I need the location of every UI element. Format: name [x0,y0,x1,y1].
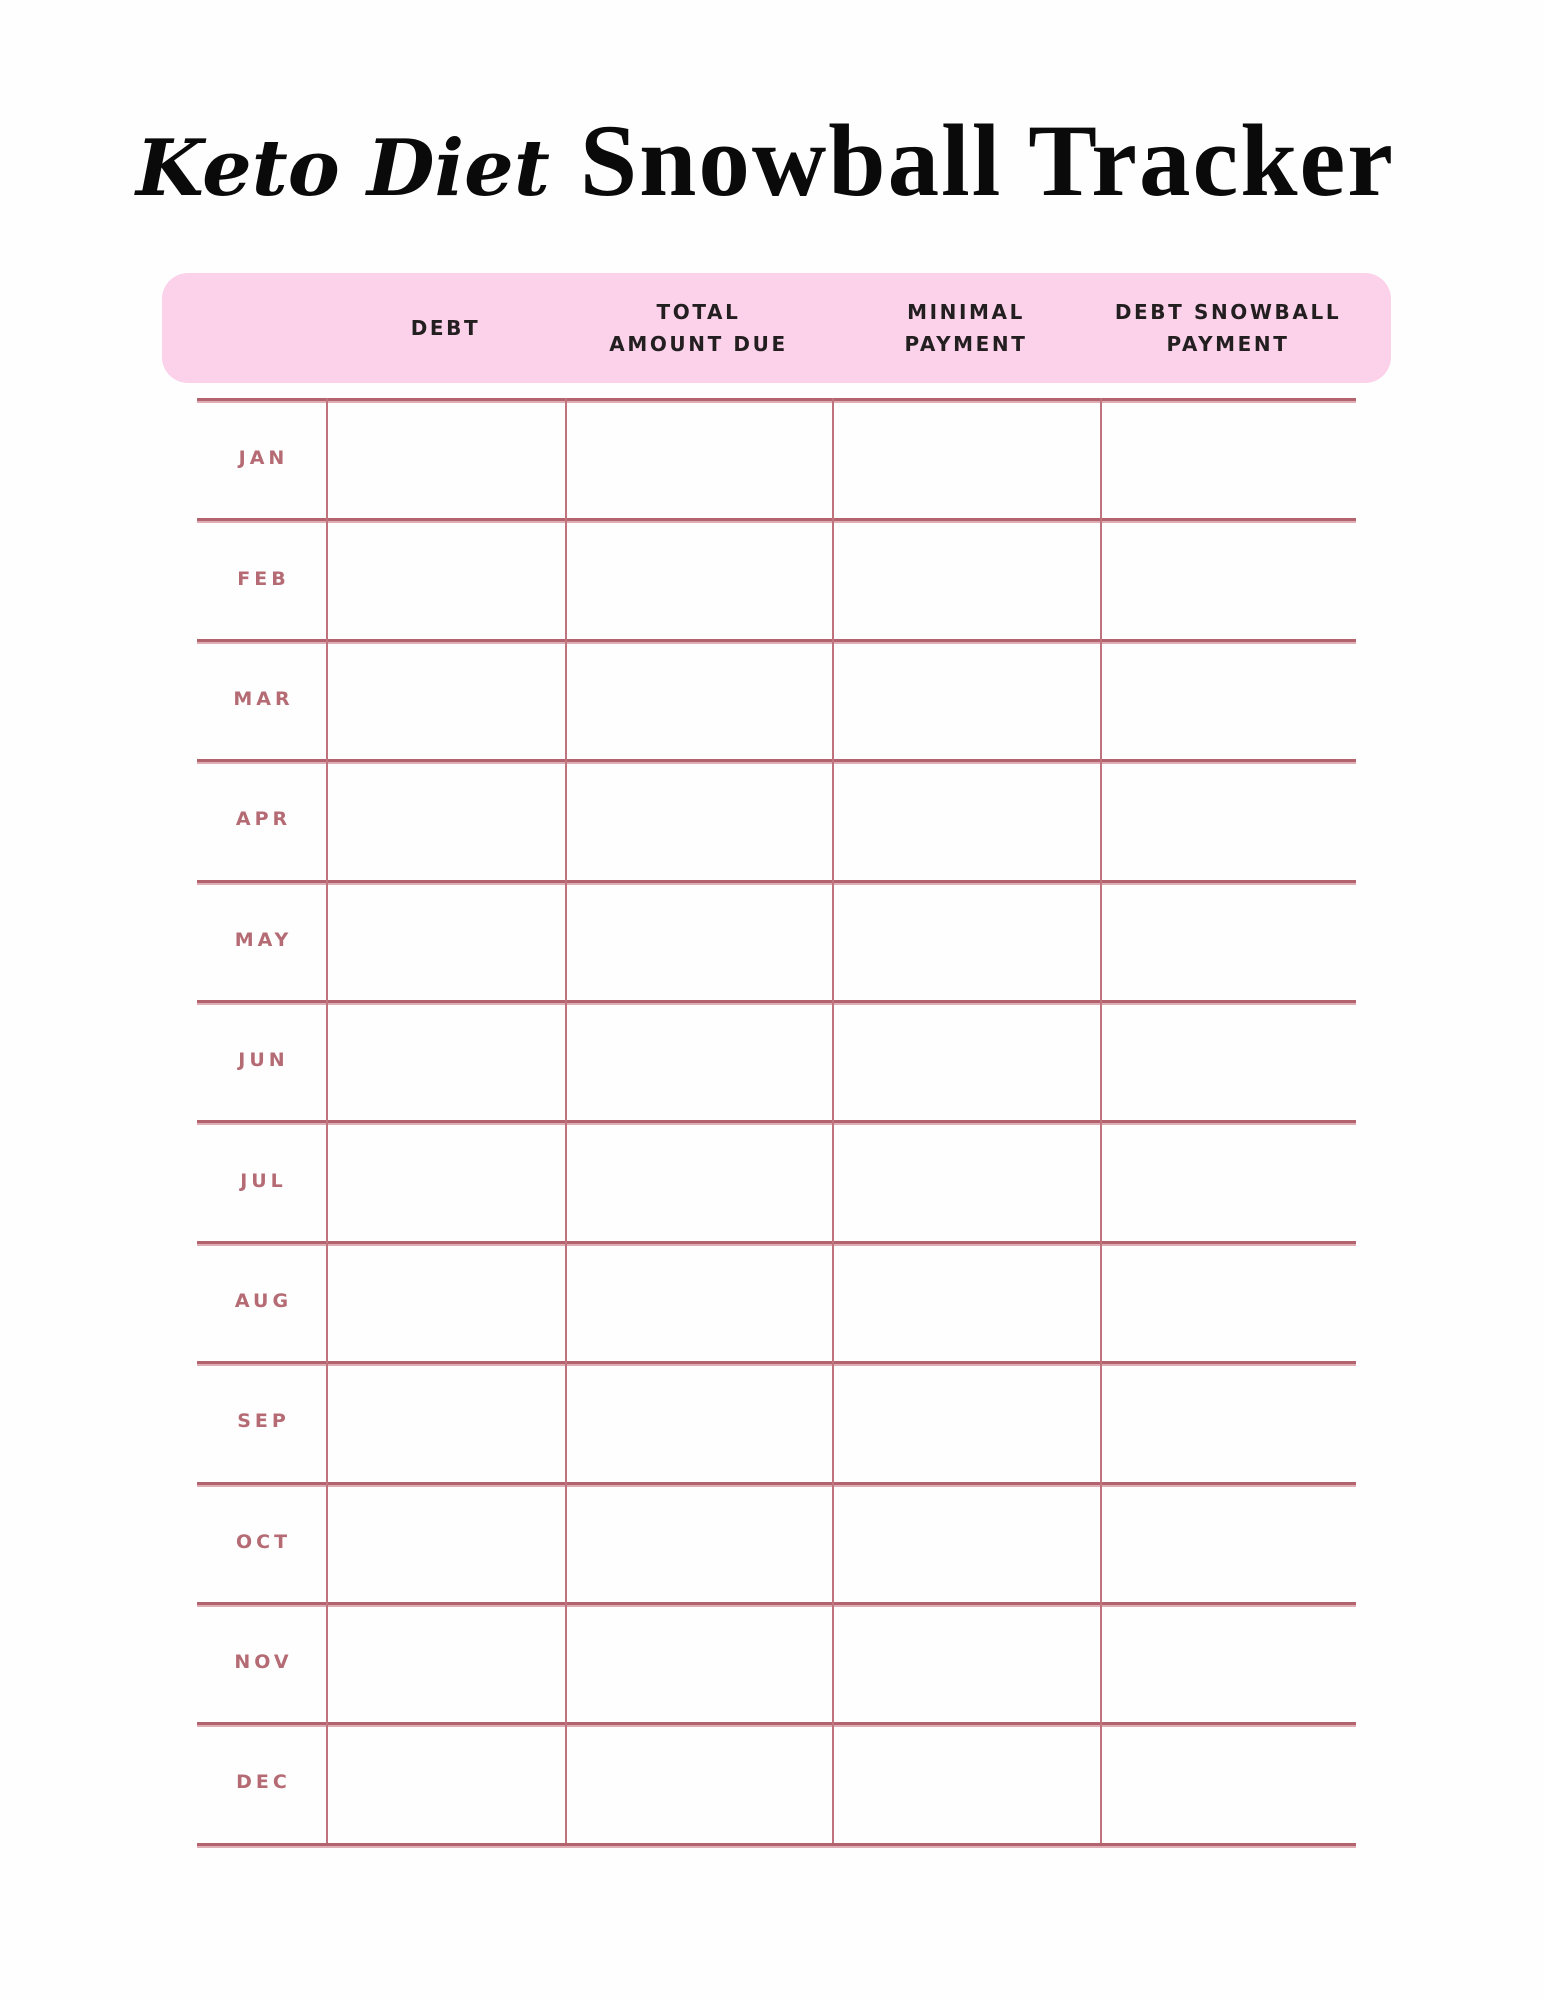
cell-total-amount-due-apr [565,759,832,879]
month-label-feb: FEB [237,567,290,590]
month-label-dec: DEC [236,1771,291,1794]
month-label-apr: APR [235,808,292,831]
cell-debt-snowball-payment-aug [1100,1241,1356,1361]
cell-total-amount-due-jul [565,1120,832,1240]
cell-total-amount-due-mar [565,639,832,759]
cell-debt-aug [326,1241,565,1361]
column-header-label: PAYMENT [1166,332,1290,356]
cell-total-amount-due-jan [565,398,832,518]
column-header-debt-snowball-payment [1100,273,1356,383]
column-header-label: AMOUNT DUE [609,332,788,356]
column-header-label: TOTAL [656,300,741,324]
cell-minimal-payment-jan [832,398,1100,518]
cell-debt-jun [326,1000,565,1120]
cell-debt-snowball-payment-feb [1100,518,1356,638]
cell-debt-apr [326,759,565,879]
row-divider-line [197,1120,1356,1123]
column-divider-line [832,398,834,1843]
cell-minimal-payment-aug [832,1241,1100,1361]
cell-debt-snowball-payment-dec [1100,1722,1356,1842]
row-divider-line [197,398,1356,401]
column-divider-line [326,398,328,1843]
cell-debt-may [326,880,565,1000]
page-title [136,104,1395,218]
cell-minimal-payment-mar [832,639,1100,759]
cell-debt-jul [326,1120,565,1240]
column-header-label: DEBT SNOWBALL [1114,300,1342,324]
month-label-aug: AUG [234,1289,293,1312]
title-main-part: Snowball Tracker [579,104,1395,218]
cell-debt-snowball-payment-jun [1100,1000,1356,1120]
cell-total-amount-due-dec [565,1722,832,1842]
column-divider-line [1100,398,1102,1843]
cell-debt-snowball-payment-sep [1100,1361,1356,1481]
cell-debt-nov [326,1602,565,1722]
row-divider-line [197,1241,1356,1244]
cell-total-amount-due-may [565,880,832,1000]
month-label-nov: NOV [234,1651,293,1674]
cell-minimal-payment-feb [832,518,1100,638]
column-header-minimal-payment [832,273,1100,383]
cell-minimal-payment-dec [832,1722,1100,1842]
cell-debt-sep [326,1361,565,1481]
cell-debt-snowball-payment-mar [1100,639,1356,759]
row-divider-line [197,1722,1356,1725]
month-label-jan: JAN [238,447,289,470]
cell-total-amount-due-jun [565,1000,832,1120]
row-divider-line [197,759,1356,762]
cell-debt-snowball-payment-oct [1100,1482,1356,1602]
title-script-part: Keto Diet [136,123,550,214]
cell-debt-snowball-payment-apr [1100,759,1356,879]
cell-minimal-payment-jul [832,1120,1100,1240]
month-label-oct: OCT [235,1530,292,1553]
cell-total-amount-due-aug [565,1241,832,1361]
cell-total-amount-due-oct [565,1482,832,1602]
column-header-label: PAYMENT [904,332,1028,356]
month-label-jul: JUL [240,1169,287,1192]
cell-minimal-payment-nov [832,1602,1100,1722]
cell-debt-snowball-payment-may [1100,880,1356,1000]
cell-debt-mar [326,639,565,759]
column-header-row [197,273,1356,383]
cell-total-amount-due-feb [565,518,832,638]
cell-minimal-payment-oct [832,1482,1100,1602]
cell-total-amount-due-nov [565,1602,832,1722]
row-divider-line [197,1000,1356,1003]
row-divider-line [197,880,1356,883]
column-header-label: DEBT [410,316,481,340]
row-divider-line [197,1843,1356,1846]
row-divider-line [197,1602,1356,1605]
cell-debt-oct [326,1482,565,1602]
cell-debt-snowball-payment-nov [1100,1602,1356,1722]
cell-debt-dec [326,1722,565,1842]
month-label-jun: JUN [238,1049,289,1072]
month-label-mar: MAR [233,687,294,710]
cell-minimal-payment-may [832,880,1100,1000]
cell-debt-snowball-payment-jan [1100,398,1356,518]
cell-minimal-payment-jun [832,1000,1100,1120]
cell-minimal-payment-sep [832,1361,1100,1481]
month-column-header-spacer [197,273,326,383]
row-divider-line [197,1482,1356,1485]
row-divider-line [197,1361,1356,1364]
cell-minimal-payment-apr [832,759,1100,879]
column-header-debt [326,273,565,383]
cell-debt-feb [326,518,565,638]
column-header-total-amount-due [565,273,832,383]
cell-debt-snowball-payment-jul [1100,1120,1356,1240]
column-header-label: MINIMAL [907,300,1025,324]
row-divider-line [197,518,1356,521]
cell-total-amount-due-sep [565,1361,832,1481]
month-label-sep: SEP [237,1410,290,1433]
column-divider-line [565,398,567,1843]
month-label-may: MAY [234,928,293,951]
row-divider-line [197,639,1356,642]
cell-debt-jan [326,398,565,518]
